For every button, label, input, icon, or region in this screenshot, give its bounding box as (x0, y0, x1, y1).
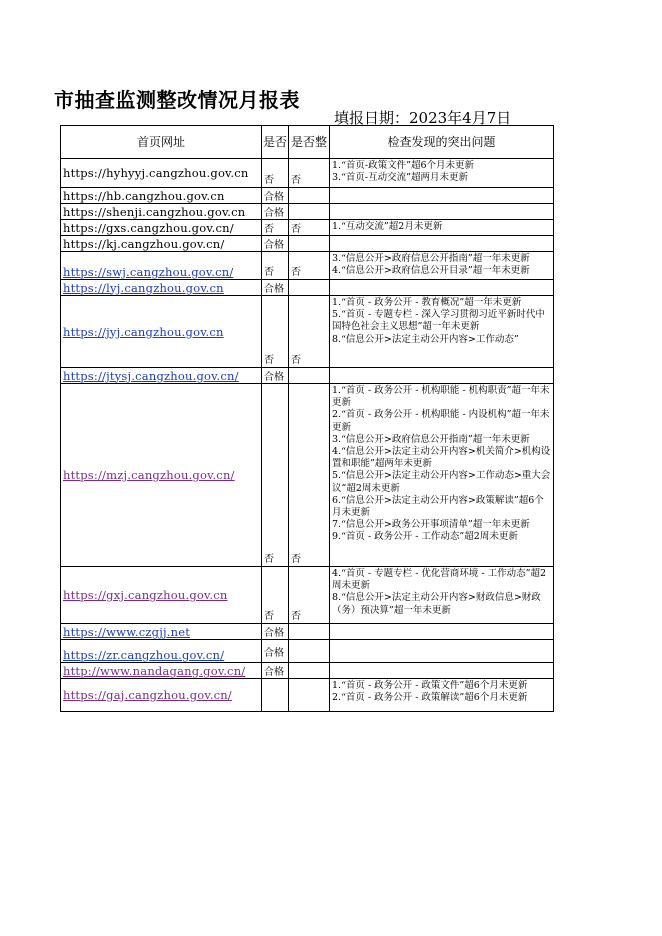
issue-item: 1.“互动交流”超2月未更新 (332, 221, 443, 232)
header-issues: 检查发现的突出问题 (330, 126, 554, 159)
url-link[interactable]: https://mzj.cangzhou.gov.cn/ (63, 468, 235, 482)
pass-cell: 合格 (262, 280, 289, 296)
pass-cell: 否 (262, 296, 289, 368)
url-link[interactable]: https://gxj.cangzhou.gov.cn (63, 588, 228, 602)
rectified-cell (289, 679, 330, 712)
issue-item: 5.“信息公开>法定主动公开内容>工作动态>重大会议”超2周未更新 (332, 470, 551, 494)
url-cell (61, 188, 262, 204)
issues-cell (330, 384, 554, 567)
issues-cell (330, 280, 554, 296)
url-text: https://gxs.cangzhou.gov.cn/ (63, 220, 234, 235)
rectified-cell: 否 (289, 296, 330, 368)
issue-item: 8.“信息公开>法定主动公开内容>财政信息>财政（务）预决算”超一年未更新 (332, 592, 541, 616)
report-title: 市抽查监测整改情况月报表 (54, 88, 300, 112)
table-row (61, 368, 554, 384)
url-cell (61, 204, 262, 220)
report-table (60, 125, 554, 712)
issues-cell (330, 220, 554, 236)
issue-item: 1.“首页 - 政务公开 - 机构职能 - 机构职责”超一年未更新 (332, 385, 550, 409)
table-row (61, 679, 554, 712)
table-row (61, 663, 554, 679)
table-row (61, 384, 554, 567)
table-row (61, 640, 554, 663)
pass-cell: 否 (262, 567, 289, 624)
issues-cell (330, 679, 554, 712)
url-link[interactable]: http://www.nandagang.gov.cn/ (63, 663, 246, 678)
header-url: 首页网址 (61, 126, 262, 159)
url-link[interactable]: https://jtysj.cangzhou.gov.cn/ (63, 368, 239, 383)
rectified-cell: 否 (289, 567, 330, 624)
pass-cell: 合格 (262, 204, 289, 220)
rectified-cell (289, 236, 330, 252)
table-row (61, 567, 554, 624)
url-cell (61, 296, 262, 368)
issues-cell (330, 252, 554, 280)
issue-item: 4.“信息公开>法定主动公开内容>机关简介>机构设置和职能”超两年未更新 (332, 446, 551, 470)
url-cell (61, 159, 262, 188)
issue-item: 1.“首页 - 政务公开 - 政策文件”超6个月未更新 (332, 680, 528, 691)
pass-cell: 合格 (262, 368, 289, 384)
table-row (61, 280, 554, 296)
url-cell (61, 252, 262, 280)
pass-cell: 否 (262, 159, 289, 188)
url-link[interactable]: https://gaj.cangzhou.gov.cn/ (63, 688, 232, 702)
issue-item: 1.“首页 - 政务公开 - 教育概况”超一年未更新 (332, 297, 522, 308)
url-link[interactable]: https://lyj.cangzhou.gov.cn (63, 280, 224, 295)
table-row (61, 296, 554, 368)
issue-item: 7.“信息公开>政务公开事项清单”超一年未更新 (332, 519, 530, 531)
pass-cell: 合格 (262, 188, 289, 204)
url-cell (61, 679, 262, 712)
issues-cell (330, 296, 554, 368)
url-link[interactable]: https://swj.cangzhou.gov.cn/ (63, 265, 234, 279)
fill-date: 填报日期：2023年4月7日 (334, 109, 512, 127)
pass-cell: 合格 (262, 640, 289, 663)
url-cell (61, 663, 262, 679)
url-cell (61, 384, 262, 567)
rectified-cell: 否 (289, 384, 330, 567)
table-row (61, 188, 554, 204)
issue-item: 3.“信息公开>政府信息公开指南”超一年未更新 (332, 253, 530, 264)
issue-item: 4.“信息公开>政府信息公开目录”超一年未更新 (332, 265, 530, 277)
pass-cell: 合格 (262, 663, 289, 679)
issues-cell (330, 368, 554, 384)
url-link[interactable]: https://zr.cangzhou.gov.cn/ (63, 648, 225, 662)
url-link[interactable]: https://www.czgjj.net (63, 624, 191, 639)
issues-cell (330, 640, 554, 663)
issues-cell (330, 236, 554, 252)
rectified-cell (289, 280, 330, 296)
issues-cell (330, 624, 554, 640)
issue-item: 5.“首页 - 专题专栏 - 深入学习贯彻习近平新时代中国特色社会主义思想”超一年未更新 (332, 309, 545, 333)
pass-cell (262, 679, 289, 712)
issue-item: 3.“信息公开>政府信息公开指南”超一年未更新 (332, 433, 530, 445)
url-cell (61, 567, 262, 624)
issues-cell (330, 188, 554, 204)
rectified-cell: 否 (289, 252, 330, 280)
rectified-cell (289, 640, 330, 663)
issue-item: 6.“信息公开>法定主动公开内容>政策解读”超6个月未更新 (332, 494, 544, 519)
url-text: https://hyhyyj.cangzhou.gov.cn (63, 166, 249, 180)
pass-cell: 合格 (262, 624, 289, 640)
rectified-cell (289, 624, 330, 640)
issues-cell (330, 159, 554, 188)
issues-cell (330, 204, 554, 220)
issue-item: 2.“首页 - 政务公开 - 机构职能 - 内设机构”超一年未更新 (332, 409, 550, 433)
issue-item: 4.“首页 - 专题专栏 - 优化营商环境 - 工作动态”超2周未更新 (332, 568, 547, 592)
url-link[interactable]: https://jyj.cangzhou.gov.cn (63, 324, 224, 339)
table-header-row (61, 126, 554, 159)
url-cell (61, 368, 262, 384)
issue-item: 1.“首页-政策文件”超6个月未更新 (332, 160, 475, 171)
table-row (61, 252, 554, 280)
rectified-cell (289, 368, 330, 384)
url-text: https://hb.cangzhou.gov.cn (63, 188, 225, 203)
header-rectified: 是否整 (289, 126, 330, 159)
rectified-cell: 否 (289, 220, 330, 236)
table-row (61, 236, 554, 252)
url-text: https://kj.cangzhou.gov.cn/ (63, 236, 225, 251)
pass-cell: 否 (262, 252, 289, 280)
header-pass: 是否 (262, 126, 289, 159)
rectified-cell (289, 663, 330, 679)
issue-item: 8.“信息公开>法定主动公开内容>工作动态” (332, 333, 519, 345)
url-cell (61, 236, 262, 252)
url-cell (61, 220, 262, 236)
issue-item: 3.“首页-互动交流”超两月未更新 (332, 172, 468, 184)
pass-cell: 否 (262, 384, 289, 567)
rectified-cell: 否 (289, 159, 330, 188)
rectified-cell (289, 188, 330, 204)
url-cell (61, 280, 262, 296)
issues-cell (330, 567, 554, 624)
table-row (61, 159, 554, 188)
url-cell (61, 640, 262, 663)
pass-cell: 合格 (262, 236, 289, 252)
table-row (61, 220, 554, 236)
table-row (61, 624, 554, 640)
url-cell (61, 624, 262, 640)
url-text: https://shenji.cangzhou.gov.cn (63, 204, 246, 219)
table-row (61, 204, 554, 220)
issue-item: 2.“首页 - 政务公开 - 政策解读”超6个月未更新 (332, 692, 528, 704)
issues-cell (330, 663, 554, 679)
pass-cell: 否 (262, 220, 289, 236)
issue-item: 9.“首页 - 政务公开 - 工作动态”超2周未更新 (332, 531, 518, 543)
rectified-cell (289, 204, 330, 220)
